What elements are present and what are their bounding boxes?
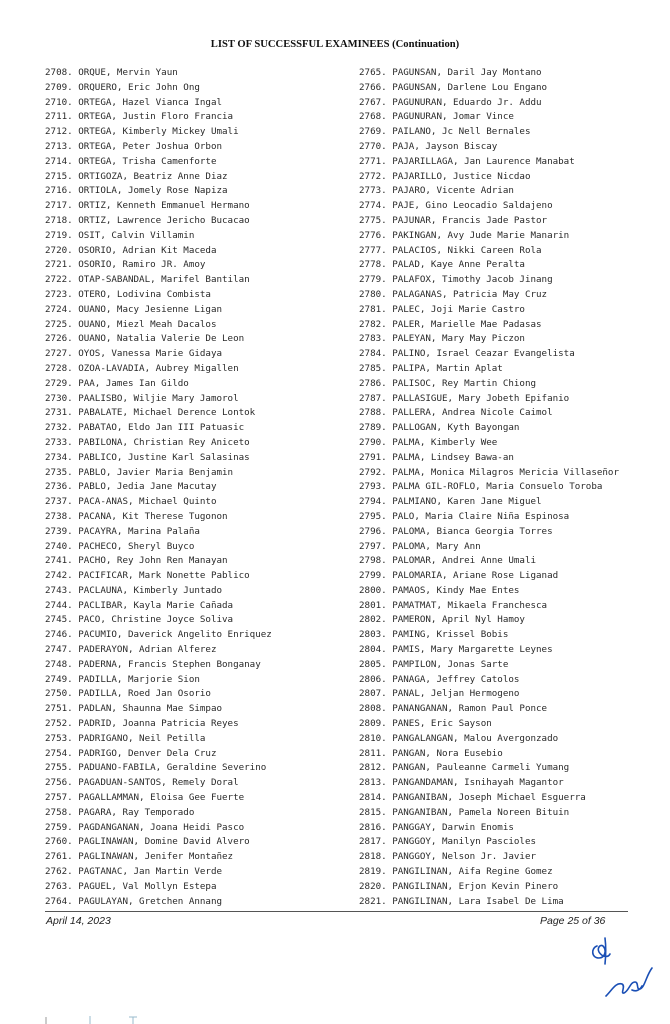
- examinee-entry: 2796. PALOMA, Bianca Georgia Torres: [359, 525, 553, 537]
- examinee-entry: 2770. PAJA, Jayson Biscay: [359, 140, 498, 152]
- examinee-entry: 2714. ORTEGA, Trisha Camenforte: [45, 155, 217, 167]
- examinee-entry: 2818. PANGGOY, Nelson Jr. Javier: [359, 851, 537, 863]
- examinee-entry: 2803. PAMING, Krissel Bobis: [359, 629, 509, 641]
- examinee-entry: 2743. PACLAUNA, Kimberly Juntado: [45, 584, 223, 596]
- examinee-entry: 2753. PADRIGANO, Neil Petilla: [45, 732, 206, 744]
- examinee-entry: 2731. PABALATE, Michael Derence Lontok: [45, 407, 256, 419]
- examinee-entry: 2722. OTAP-SABANDAL, Marifel Bantilan: [45, 274, 250, 286]
- examinee-entry: 2737. PACA-ANAS, Michael Quinto: [45, 496, 217, 508]
- examinee-entry: 2791. PALMA, Lindsey Bawa-an: [359, 451, 514, 463]
- examinee-entry: 2802. PAMERON, April Nyl Hamoy: [359, 614, 525, 626]
- examinee-entry: 2762. PAGTANAC, Jan Martin Verde: [45, 866, 223, 878]
- examinee-entry: 2781. PALEC, Joji Marie Castro: [359, 303, 525, 315]
- examinee-entry: 2727. OYOS, Vanessa Marie Gidaya: [45, 348, 223, 360]
- examinee-entry: 2789. PALLOGAN, Kyth Bayongan: [359, 422, 520, 434]
- examinee-entry: 2746. PACUMIO, Daverick Angelito Enriquez: [45, 629, 272, 641]
- examinee-entry: 2785. PALIPA, Martin Aplat: [359, 362, 503, 374]
- examinee-entry: 2800. PAMAOS, Kindy Mae Entes: [359, 584, 520, 596]
- examinee-entry: 2712. ORTEGA, Kimberly Mickey Umali: [45, 126, 239, 138]
- examinee-entry: 2718. ORTIZ, Lawrence Jericho Bucacao: [45, 214, 250, 226]
- examinee-entry: 2790. PALMA, Kimberly Wee: [359, 436, 498, 448]
- examinee-entry: 2820. PANGILINAN, Erjon Kevin Pinero: [359, 880, 559, 892]
- examinee-entry: 2765. PAGUNSAN, Daril Jay Montano: [359, 67, 542, 78]
- examinee-entry: 2741. PACHO, Rey John Ren Manayan: [45, 555, 228, 567]
- examinee-entry: 2720. OSORIO, Adrian Kit Maceda: [45, 244, 217, 256]
- examinee-entry: 2772. PAJARILLO, Justice Nicdao: [359, 170, 531, 182]
- examinee-entry: 2749. PADILLA, Marjorie Sion: [45, 673, 200, 685]
- examinee-entry: 2747. PADERAYON, Adrian Alferez: [45, 644, 217, 656]
- examinee-entry: 2792. PALMA, Monica Milagros Mericia Villaseñor: [359, 466, 619, 478]
- examinee-entry: 2709. ORQUERO, Eric John Ong: [45, 81, 200, 93]
- examinee-entry: 2793. PALMA GIL-ROFLO, Maria Consuelo Toroba: [359, 481, 603, 493]
- examinee-entry: 2735. PABLO, Javier Maria Benjamin: [45, 466, 234, 478]
- examinee-entry: 2805. PAMPILON, Jonas Sarte: [359, 658, 509, 670]
- examinee-entry: 2754. PADRIGO, Denver Dela Cruz: [45, 747, 217, 759]
- examinee-entry: 2755. PADUANO-FABILA, Geraldine Severino: [45, 762, 267, 774]
- examinee-entry: 2758. PAGARA, Ray Temporado: [45, 806, 195, 818]
- examinee-entry: 2782. PALER, Marielle Mae Padasas: [359, 318, 542, 330]
- examinee-entry: 2819. PANGILINAN, Aifa Regine Gomez: [359, 866, 553, 878]
- scan-edge-marks: [40, 1014, 160, 1024]
- examinee-entry: 2795. PALO, Maria Claire Niña Espinosa: [359, 510, 570, 522]
- examinee-entry: 2721. OSORIO, Ramiro JR. Amoy: [45, 259, 206, 271]
- examinee-entry: 2715. ORTIGOZA, Beatriz Anne Diaz: [45, 170, 228, 182]
- examinee-entry: 2742. PACIFICAR, Mark Nonette Pablico: [45, 570, 250, 582]
- examinee-entry: 2751. PADLAN, Shaunna Mae Simpao: [45, 703, 223, 715]
- examinee-entry: 2768. PAGUNURAN, Jomar Vince: [359, 111, 514, 123]
- examinee-entry: 2794. PALMIANO, Karen Jane Miguel: [359, 496, 542, 508]
- examinee-entry: 2744. PACLIBAR, Kayla Marie Cañada: [45, 599, 234, 611]
- examinee-entry: 2708. ORQUE, Mervin Yaun: [45, 67, 178, 78]
- examinee-entry: 2788. PALLERA, Andrea Nicole Caimol: [359, 407, 553, 419]
- examinee-entry: 2729. PAA, James Ian Gildo: [45, 377, 189, 389]
- examinee-entry: 2757. PAGALLAMMAN, Eloisa Gee Fuerte: [45, 792, 245, 804]
- examinee-entry: 2798. PALOMAR, Andrei Anne Umali: [359, 555, 537, 567]
- examinee-entry: 2817. PANGGOY, Manilyn Pascioles: [359, 836, 537, 848]
- page-number: Page 25 of 36: [540, 915, 606, 927]
- examinee-entry: 2750. PADILLA, Roed Jan Osorio: [45, 688, 211, 700]
- examinee-entry: 2786. PALISOC, Rey Martin Chiong: [359, 377, 537, 389]
- examinee-entry: 2710. ORTEGA, Hazel Vianca Ingal: [45, 96, 223, 108]
- examinee-entry: 2769. PAILANO, Jc Nell Bernales: [359, 126, 531, 138]
- examinee-entry: 2777. PALACIOS, Nikki Careen Rola: [359, 244, 542, 256]
- examinee-entry: 2711. ORTEGA, Justin Floro Francia: [45, 111, 234, 123]
- examinee-entry: 2812. PANGAN, Pauleanne Carmeli Yumang: [359, 762, 570, 774]
- examinee-entry: 2763. PAGUEL, Val Mollyn Estepa: [45, 880, 217, 892]
- examinee-entry: 2760. PAGLINAWAN, Domine David Alvero: [45, 836, 250, 848]
- examinee-entry: 2719. OSIT, Calvin Villamin: [45, 229, 195, 241]
- examinee-entry: 2723. OTERO, Lodivina Combista: [45, 288, 211, 300]
- examinee-entry: 2739. PACAYRA, Marina Palaña: [45, 525, 200, 537]
- examinee-entry: 2738. PACANA, Kit Therese Tugonon: [45, 510, 228, 522]
- examinee-entry: 2780. PALAGANAS, Patricia May Cruz: [359, 288, 548, 300]
- examinee-entry: 2816. PANGGAY, Darwin Enomis: [359, 821, 514, 833]
- examinee-entry: 2774. PAJE, Gino Leocadio Saldajeno: [359, 200, 553, 212]
- examinee-entry: 2761. PAGLINAWAN, Jenifer Montañez: [45, 851, 234, 863]
- examinee-entry: 2745. PACO, Christine Joyce Soliva: [45, 614, 234, 626]
- examinee-entry: 2811. PANGAN, Nora Eusebio: [359, 747, 503, 759]
- examinee-entry: 2801. PAMATMAT, Mikaela Franchesca: [359, 599, 548, 611]
- examinee-entry: 2752. PADRID, Joanna Patricia Reyes: [45, 718, 239, 730]
- examinee-entry: 2804. PAMIS, Mary Margarette Leynes: [359, 644, 553, 656]
- examinee-entry: 2821. PANGILINAN, Lara Isabel De Lima: [359, 895, 564, 907]
- footer-date: April 14, 2023: [46, 915, 111, 927]
- footer-divider: [45, 911, 628, 912]
- examinee-entry: 2813. PANGANDAMAN, Isnihayah Magantor: [359, 777, 564, 789]
- document-title: LIST OF SUCCESSFUL EXAMINEES (Continuation): [210, 39, 460, 50]
- examinee-list-right: [359, 66, 659, 909]
- examinee-entry: 2716. ORTIOLA, Jomely Rose Napiza: [45, 185, 228, 197]
- examinee-entry: 2776. PAKINGAN, Avy Jude Marie Manarin: [359, 229, 570, 241]
- examinee-entry: 2756. PAGADUAN-SANTOS, Remely Doral: [45, 777, 239, 789]
- examinee-entry: 2787. PALLASIGUE, Mary Jobeth Epifanio: [359, 392, 570, 404]
- examinee-entry: 2771. PAJARILLAGA, Jan Laurence Manabat: [359, 155, 575, 167]
- examinee-entry: 2814. PANGANIBAN, Joseph Michael Esguerra: [359, 792, 586, 804]
- examinee-entry: 2799. PALOMARIA, Ariane Rose Liganad: [359, 570, 559, 582]
- examinee-entry: 2809. PANES, Eric Sayson: [359, 718, 492, 730]
- examinee-entry: 2730. PAALISBO, Wiljie Mary Jamorol: [45, 392, 239, 404]
- examinee-entry: 2759. PAGDANGANAN, Joana Heidi Pasco: [45, 821, 245, 833]
- examinee-entry: 2736. PABLO, Jedia Jane Macutay: [45, 481, 217, 493]
- examinee-entry: 2773. PAJARO, Vicente Adrian: [359, 185, 514, 197]
- examinee-entry: 2764. PAGULAYAN, Gretchen Annang: [45, 895, 223, 907]
- examinee-entry: 2784. PALINO, Israel Ceazar Evangelista: [359, 348, 575, 360]
- examinee-entry: 2766. PAGUNSAN, Darlene Lou Engano: [359, 81, 548, 93]
- examinee-entry: 2775. PAJUNAR, Francis Jade Pastor: [359, 214, 548, 226]
- examinee-entry: 2725. OUANO, Miezl Meah Dacalos: [45, 318, 217, 330]
- examinee-entry: 2713. ORTEGA, Peter Joshua Orbon: [45, 140, 223, 152]
- examinee-entry: 2748. PADERNA, Francis Stephen Bonganay: [45, 658, 261, 670]
- examinee-entry: 2740. PACHECO, Sheryl Buyco: [45, 540, 195, 552]
- examinee-entry: 2767. PAGUNURAN, Eduardo Jr. Addu: [359, 96, 542, 108]
- examinee-entry: 2778. PALAD, Kaye Anne Peralta: [359, 259, 525, 271]
- examinee-entry: 2783. PALEYAN, Mary May Piczon: [359, 333, 525, 345]
- examinee-entry: 2779. PALAFOX, Timothy Jacob Jinang: [359, 274, 553, 286]
- examinee-entry: 2807. PANAL, Jeljan Hermogeno: [359, 688, 520, 700]
- examinee-entry: 2797. PALOMA, Mary Ann: [359, 540, 481, 552]
- examinee-entry: 2806. PANAGA, Jeffrey Catolos: [359, 673, 520, 685]
- examinee-list-left: [45, 66, 345, 909]
- handwritten-signature-icon: [602, 960, 656, 1004]
- examinee-entry: 2810. PANGALANGAN, Malou Avergonzado: [359, 732, 559, 744]
- examinee-entry: 2724. OUANO, Macy Jesienne Ligan: [45, 303, 223, 315]
- examinee-entry: 2733. PABILONA, Christian Rey Aniceto: [45, 436, 250, 448]
- examinee-entry: 2726. OUANO, Natalia Valerie De Leon: [45, 333, 245, 345]
- examinee-entry: 2815. PANGANIBAN, Pamela Noreen Bituin: [359, 806, 570, 818]
- examinee-entry: 2734. PABLICO, Justine Karl Salasinas: [45, 451, 250, 463]
- examinee-entry: 2808. PANANGANAN, Ramon Paul Ponce: [359, 703, 548, 715]
- examinee-entry: 2728. OZOA-LAVADIA, Aubrey Migallen: [45, 362, 239, 374]
- examinee-entry: 2717. ORTIZ, Kenneth Emmanuel Hermano: [45, 200, 250, 212]
- examinee-entry: 2732. PABATAO, Eldo Jan III Patuasic: [45, 422, 245, 434]
